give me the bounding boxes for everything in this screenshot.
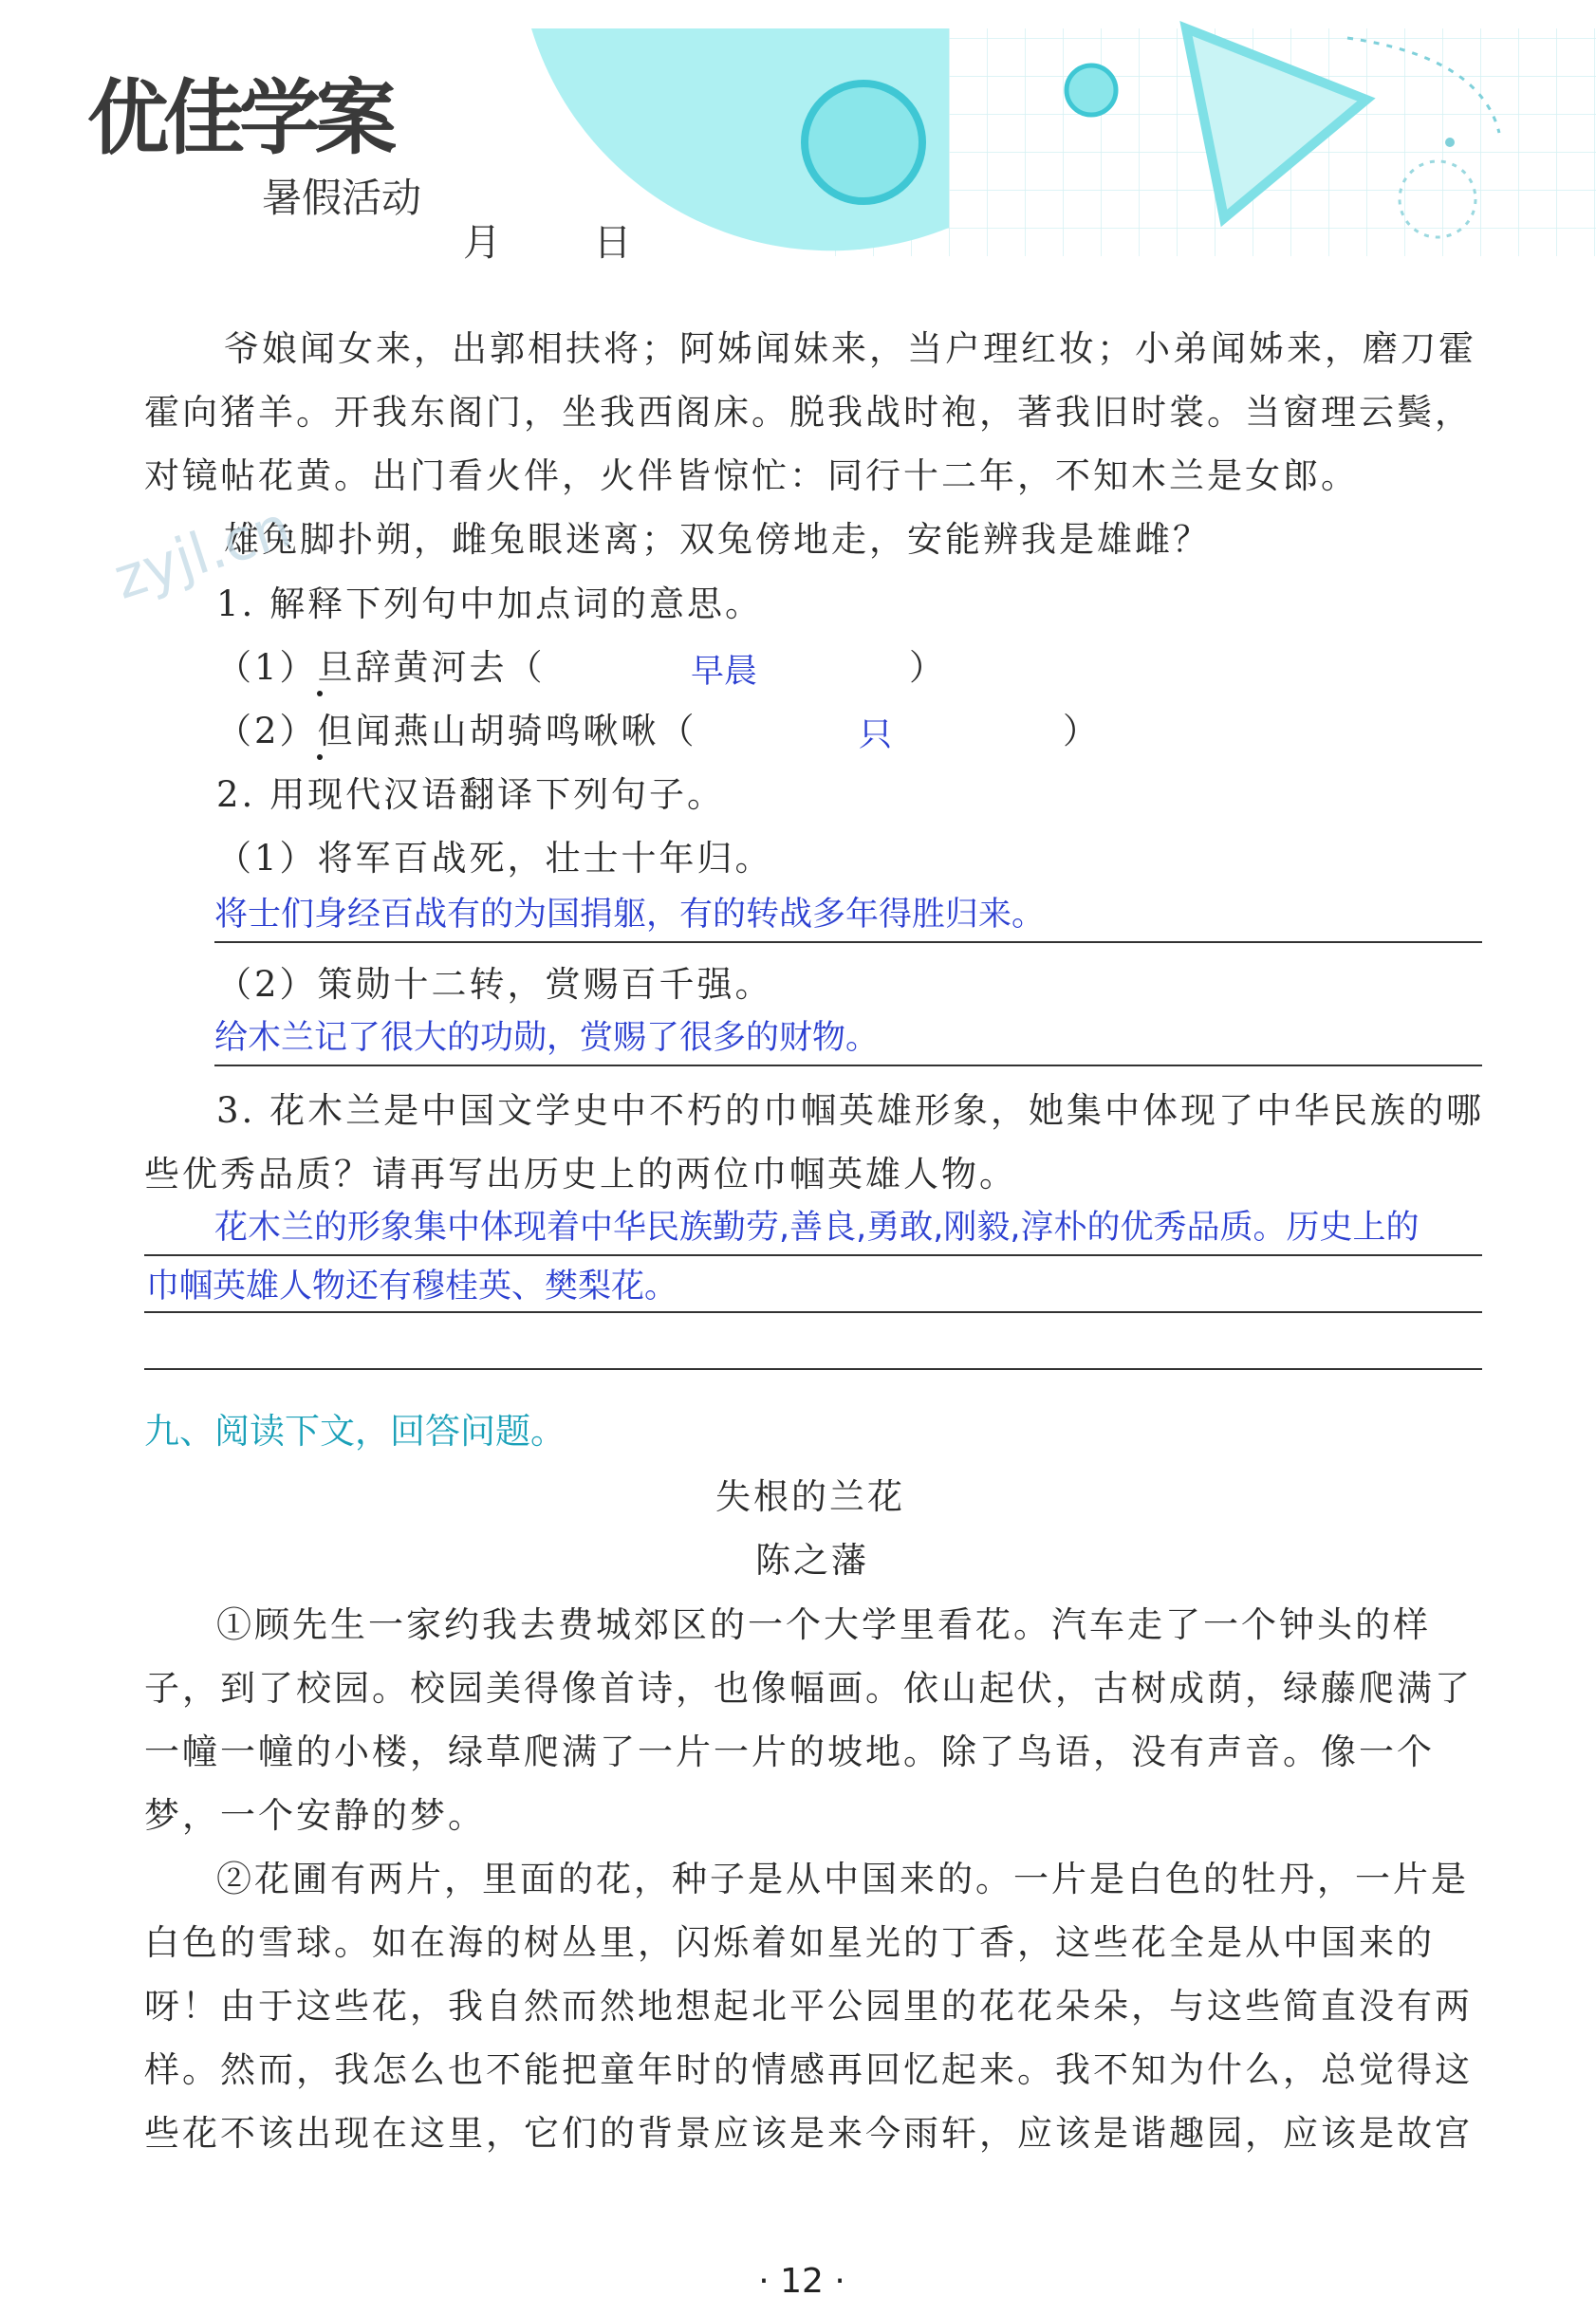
answer-line: [214, 941, 1482, 943]
article-line: ②花圃有两片，里面的花，种子是从中国来的。一片是白色的牡丹，一片是: [216, 1859, 1469, 1899]
small-circle-shape: [1067, 65, 1116, 115]
article-line: 些花不该出现在这里，它们的背景应该是来今雨轩，应该是谐趣园，应该是故宫: [144, 2113, 1473, 2154]
q2-prompt: 2. 用现代汉语翻译下列句子。: [216, 774, 726, 815]
poem-line: 雄兔脚扑朔，雌兔眼迷离；双兔傍地走，安能辨我是雄雌？: [224, 519, 1211, 560]
article-line: 梦，一个安静的梦。: [144, 1795, 486, 1836]
ring-shape: [805, 83, 922, 201]
q3-prompt-line: 些优秀品质？请再写出历史上的两位巾帼英雄人物。: [144, 1154, 1017, 1195]
q1-answer-1: 早晨: [691, 653, 758, 691]
answer-line: [144, 1254, 1482, 1256]
article-line: 样。然而，我怎么也不能把童年时的情感再回忆起来。我不知为什么，总觉得这: [144, 2049, 1473, 2090]
q1-item-2-text: （2）但闻燕山胡骑鸣啾啾（: [216, 711, 697, 751]
emphasis-dot: [317, 691, 323, 696]
page-number: · 12 ·: [758, 2262, 845, 2301]
article-title: 失根的兰花: [715, 1476, 905, 1517]
answer-line: [144, 1311, 1482, 1313]
dot-shape: [1445, 138, 1455, 147]
emphasis-dot: [317, 754, 323, 760]
article-line: ①顾先生一家约我去费城郊区的一个大学里看花。汽车走了一个钟头的样: [216, 1604, 1431, 1645]
q1-item-1-text: （1）旦辞黄河去（: [216, 647, 546, 688]
article-line: 子，到了校园。校园美得像首诗，也像幅画。依山起伏，古树成荫，绿藤爬满了: [144, 1668, 1473, 1709]
q2-item-2: （2）策勋十二转，赏赐百千强。: [216, 964, 773, 1005]
section-heading: 九、阅读下文，回答问题。: [144, 1411, 566, 1452]
q1-item-2-close: ）: [1063, 711, 1101, 751]
day-label: 日: [593, 221, 636, 265]
q2-item-1: （1）将军百战死，壮士十年归。: [216, 838, 773, 879]
article-line: 一幢一幢的小楼，绿草爬满了一片一片的坡地。除了鸟语，没有声音。像一个: [144, 1732, 1435, 1772]
q1-item-1: [216, 637, 546, 699]
month-label: 月: [463, 221, 505, 265]
brand-subtitle: 暑假活动: [262, 175, 422, 221]
q1-prompt: 1. 解释下列句中加点词的意思。: [216, 583, 764, 624]
answer-line: [214, 1065, 1482, 1066]
watermark: zyjl.cn: [105, 493, 299, 613]
q1-answer-2: 只: [859, 716, 893, 754]
q2-answer-2: 给木兰记了很大的功勋，赏赐了很多的财物。: [214, 1019, 880, 1057]
brand-title: 优佳学案: [87, 71, 391, 166]
article-line: 呀！由于这些花，我自然而然地想起北平公园里的花花朵朵，与这些简直没有两: [144, 1986, 1473, 2027]
article-author: 陈之藩: [755, 1540, 869, 1581]
q3-answer-line: 巾帼英雄人物还有穆桂英、樊梨花。: [146, 1268, 678, 1306]
poem-line: 对镜帖花黄。出门看火伴，火伴皆惊忙：同行十二年，不知木兰是女郎。: [144, 455, 1359, 496]
q3-answer-line: 花木兰的形象集中体现着中华民族勤劳,善良,勇敢,刚毅,淳朴的优秀品质。历史上的: [214, 1209, 1420, 1247]
answer-line: [144, 1368, 1482, 1370]
poem-line: 霍向猪羊。开我东阁门，坐我西阁床。脱我战时袍，著我旧时裳。当窗理云鬓，: [144, 392, 1473, 433]
article-line: 白色的雪球。如在海的树丛里，闪烁着如星光的丁香，这些花全是从中国来的: [144, 1922, 1435, 1963]
q2-answer-1: 将士们身经百战有的为国捐躯，有的转战多年得胜归来。: [214, 896, 1046, 934]
date-field: [463, 213, 635, 267]
q3-prompt-line: 3. 花木兰是中国文学史中不朽的巾帼英雄形象，她集中体现了中华民族的哪: [216, 1090, 1485, 1131]
q1-item-2: [216, 700, 697, 763]
q1-item-1-close: ）: [909, 647, 947, 688]
poem-line: 爷娘闻女来，出郭相扶将；阿姊闻妹来，当户理红妆；小弟闻姊来，磨刀霍: [224, 328, 1476, 369]
